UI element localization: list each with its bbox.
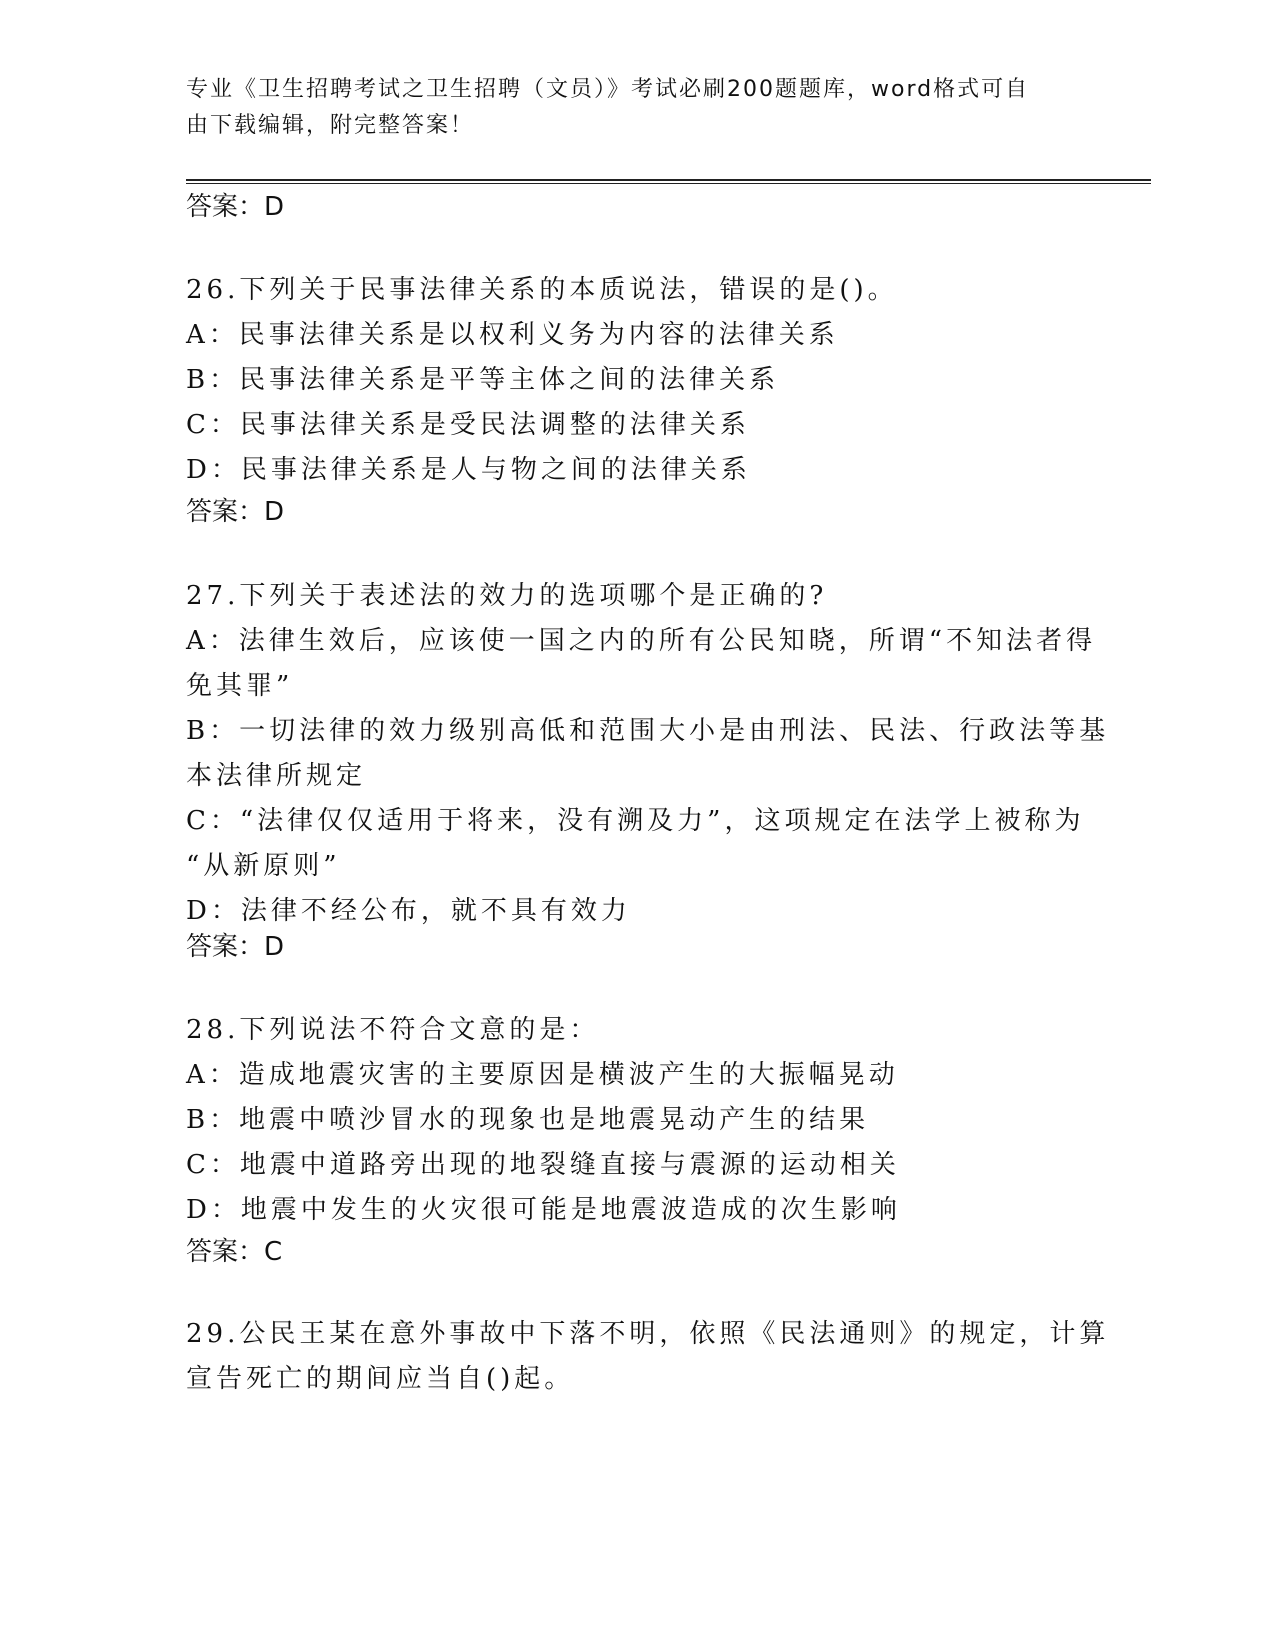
option-b: B：地震中喷沙冒水的现象也是地震晃动产生的结果 [186,1105,870,1135]
header-divider-thick [186,179,1151,181]
header-line-2: 由下载编辑，附完整答案！ [186,113,475,138]
answer-28: 答案：C [186,1237,283,1267]
option-a-line-2: 免其罪” [186,671,294,701]
option-b: B：民事法律关系是平等主体之间的法律关系 [186,365,780,395]
option-c-line-2: “从新原则” [186,851,341,881]
option-a-line-1: A：法律生效后，应该使一国之内的所有公民知晓，所谓“不知法者得 [186,626,1097,656]
question-29 [186,1312,1110,1402]
question-stem-line-2: 宣告死亡的期间应当自()起。 [186,1364,575,1394]
question-26 [186,268,1081,493]
question-stem: 26.下列关于民事法律关系的本质说法，错误的是()。 [186,275,898,305]
option-b-line-2: 本法律所规定 [186,761,367,791]
option-d: D：地震中发生的火灾很可能是地震波造成的次生影响 [186,1195,901,1225]
option-c: C：地震中道路旁出现的地裂缝直接与震源的运动相关 [186,1150,900,1180]
document-header [186,72,1066,144]
option-a: A：造成地震灾害的主要原因是横波产生的大振幅晃动 [186,1060,899,1090]
option-c: C：民事法律关系是受民法调整的法律关系 [186,410,750,440]
question-28 [186,1008,1081,1233]
option-b-line-1: B：一切法律的效力级别高低和范围大小是由刑法、民法、行政法等基 [186,716,1110,746]
option-d: D：民事法律关系是人与物之间的法律关系 [186,455,751,485]
question-stem: 27.下列关于表述法的效力的选项哪个是正确的? [186,581,828,611]
option-c-line-1: C：“法律仅仅适用于将来，没有溯及力”，这项规定在法学上被称为 [186,806,1085,836]
header-divider-thin [186,183,1151,184]
header-line-1: 专业《卫生招聘考试之卫生招聘（文员）》考试必刷200题题库，word格式可自 [186,77,1030,102]
option-a: A：民事法律关系是以权利义务为内容的法律关系 [186,320,839,350]
option-d: D：法律不经公布，就不具有效力 [186,896,631,926]
answer-27: 答案：D [186,932,285,962]
question-stem: 28.下列说法不符合文意的是： [186,1015,600,1045]
question-stem-line-1: 29.公民王某在意外事故中下落不明，依照《民法通则》的规定，计算 [186,1319,1110,1349]
answer-25: 答案：D [186,192,285,222]
question-27 [186,574,1110,934]
answer-26: 答案：D [186,497,285,527]
